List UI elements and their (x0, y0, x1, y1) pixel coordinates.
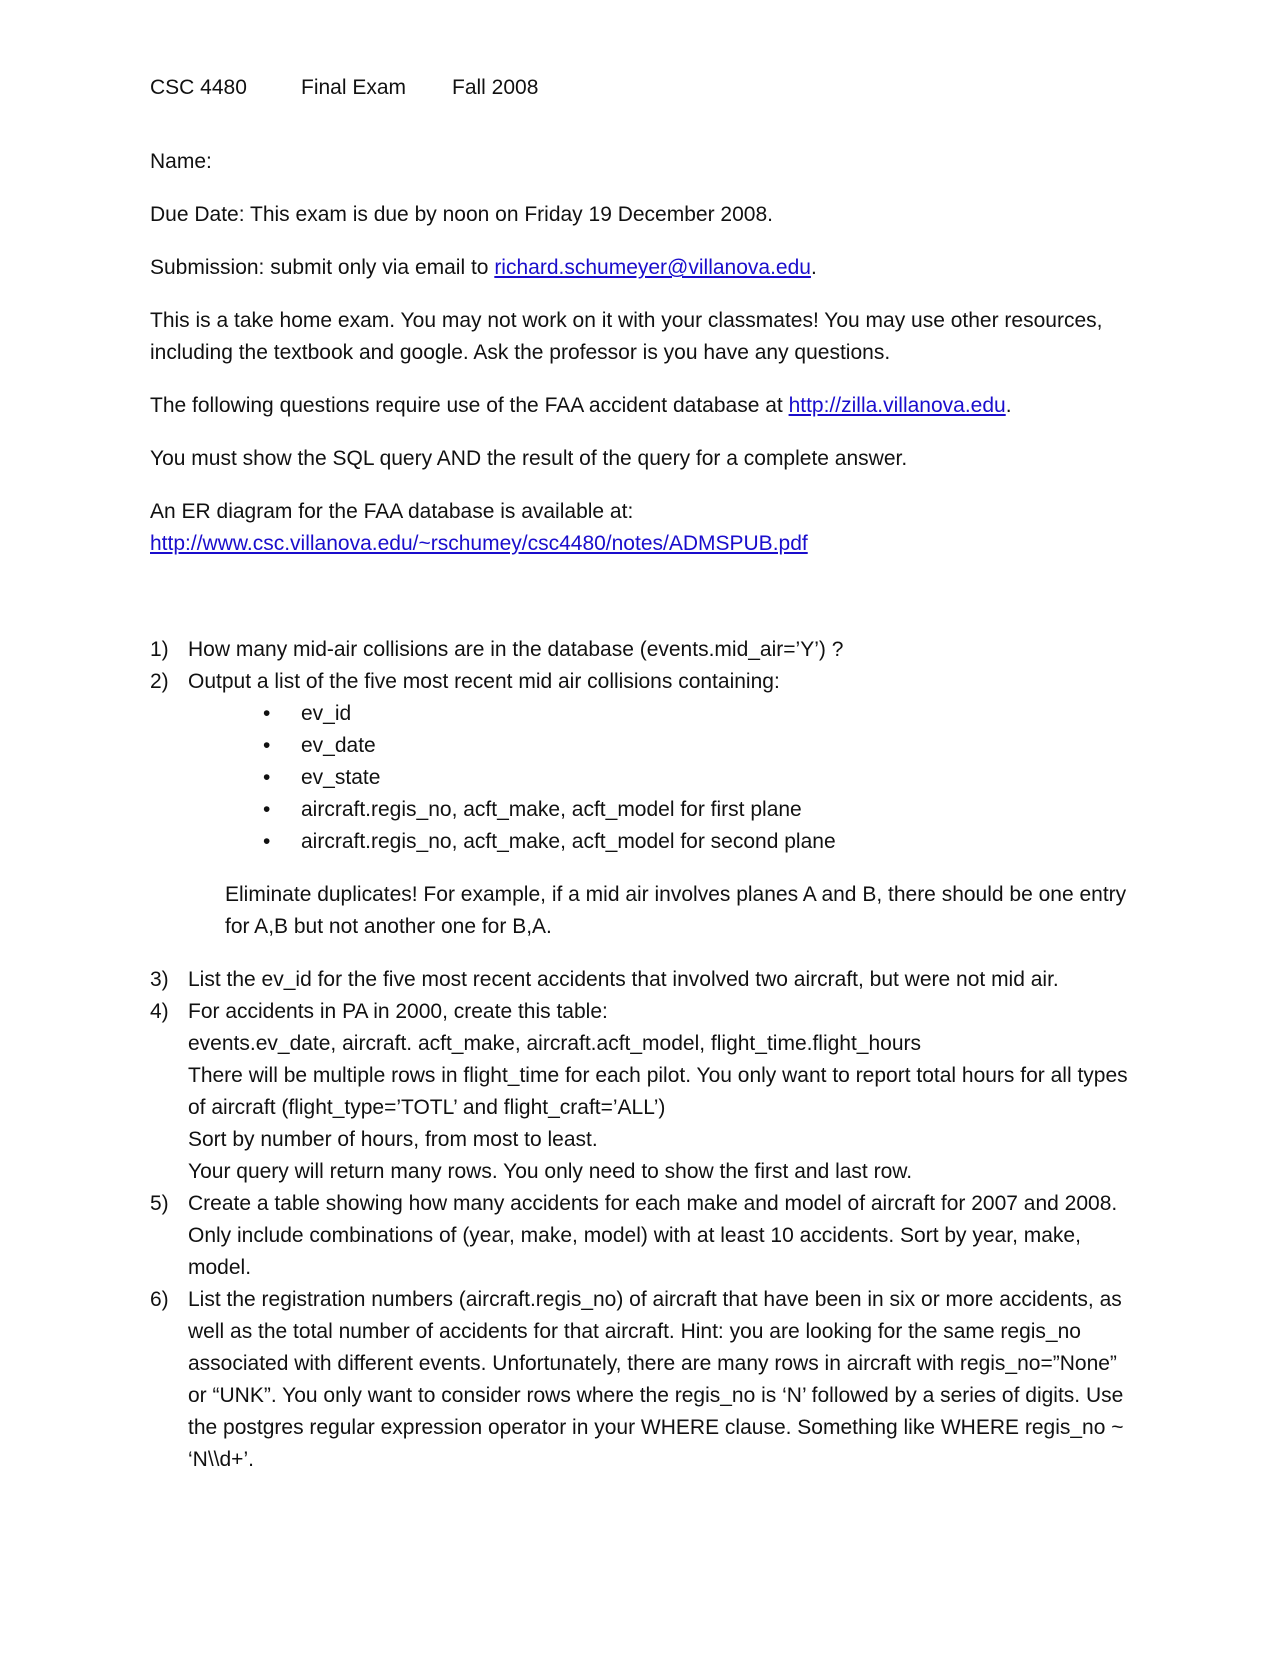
email-link[interactable]: richard.schumeyer@villanova.edu (494, 256, 811, 279)
due-date-line: Due Date: This exam is due by noon on Friday 19 December 2008. (150, 203, 773, 226)
field-text: aircraft.regis_no, acft_make, acft_model for first plane (301, 798, 802, 821)
question-6 (150, 1284, 1140, 1476)
question-text: List the registration numbers (aircraft.regis_no) of aircraft that have been in six or more accidents, as well as the total number of accidents for that aircraft. Hint: you are looking for the same regis_no associated with different events. Unfortunately, there are many rows in aircraft with regis_no=”None” or “UNK”. You only want to consider rows where the regis_no is ‘N’ followed by a series of digits. Use the postgres regular expression operator in your WHERE clause. Something like WHERE regis_no ~ ‘N\\d+’. (188, 1288, 1124, 1471)
instructions-paragraph: This is a take home exam. You may not work on it with your classmates! You may use other resources, including the textbook and google. Ask the professor is you have any questions. (150, 309, 1103, 364)
question-text: Create a table showing how many accidents for each make and model of aircraft for 2007 and 2008. Only include combinations of (year, make, model) with at least 10 accidents. Sort by year, make, model. (188, 1192, 1118, 1279)
er-diagram-line (150, 496, 1140, 560)
bullet-icon: • (263, 830, 271, 853)
bullet-icon: • (263, 766, 271, 789)
field-text: aircraft.regis_no, acft_make, acft_model for second plane (301, 830, 836, 853)
exam-title: Final Exam (301, 76, 407, 99)
bullet-icon: • (263, 702, 271, 725)
field-list (188, 698, 1140, 858)
faa-database-line (150, 390, 1140, 422)
question-text: List the ev_id for the five most recent accidents that involved two aircraft, but were not mid air. (188, 968, 1059, 991)
list-item (263, 794, 1140, 826)
name-label: Name: (150, 150, 212, 173)
exam-term: Fall 2008 (452, 76, 539, 99)
question-line: For accidents in PA in 2000, create this table: (188, 1000, 608, 1023)
list-item (263, 762, 1140, 794)
er-text: An ER diagram for the FAA database is available at: (150, 500, 634, 523)
question-1 (150, 634, 1140, 666)
question-line: Your query will return many rows. You only need to show the first and last row. (188, 1160, 913, 1183)
course-code: CSC 4480 (150, 76, 247, 99)
submission-line (150, 252, 1140, 284)
question-line: There will be multiple rows in flight_time for each pilot. You only want to report total hours for all types of aircraft (flight_type=’TOTL’ and flight_craft=’ALL’) (188, 1064, 1128, 1119)
list-item (263, 698, 1140, 730)
bullet-icon: • (263, 798, 271, 821)
question-list (150, 634, 1140, 1476)
question-text: Output a list of the five most recent mid air collisions containing: (188, 670, 780, 693)
list-item (263, 826, 1140, 858)
er-diagram-link[interactable]: http://www.csc.villanova.edu/~rschumey/csc4480/notes/ADMSPUB.pdf (150, 532, 808, 555)
submission-suffix: . (810, 256, 817, 279)
question-line: events.ev_date, aircraft. acft_make, aircraft.acft_model, flight_time.flight_hours (188, 1032, 922, 1055)
field-text: ev_id (301, 702, 352, 725)
question-5 (150, 1188, 1140, 1284)
question-3 (150, 964, 1140, 996)
question-number: 1) (150, 638, 169, 661)
zilla-link[interactable]: http://zilla.villanova.edu (788, 394, 1006, 417)
field-text: ev_state (301, 766, 381, 789)
question-number: 5) (150, 1192, 169, 1215)
exam-page (150, 72, 1140, 1476)
sql-requirement-line: You must show the SQL query AND the result of the query for a complete answer. (150, 447, 908, 470)
question-text: How many mid-air collisions are in the database (events.mid_air=’Y’) ? (188, 638, 844, 661)
question-line: Sort by number of hours, from most to least. (188, 1128, 598, 1151)
question-4 (150, 996, 1140, 1188)
duplicates-note: Eliminate duplicates! For example, if a mid air involves planes A and B, there should be one entry for A,B but not another one for B,A. (225, 883, 1127, 938)
question-number: 6) (150, 1288, 169, 1311)
field-text: ev_date (301, 734, 376, 757)
submission-prefix: Submission: submit only via email to (150, 256, 495, 279)
list-item (263, 730, 1140, 762)
exam-header (150, 72, 1140, 104)
faa-suffix: . (1005, 394, 1012, 417)
question-number: 3) (150, 968, 169, 991)
question-2 (150, 666, 1140, 943)
question-number: 4) (150, 1000, 169, 1023)
faa-prefix: The following questions require use of the FAA accident database at (150, 394, 789, 417)
bullet-icon: • (263, 734, 271, 757)
question-number: 2) (150, 670, 169, 693)
